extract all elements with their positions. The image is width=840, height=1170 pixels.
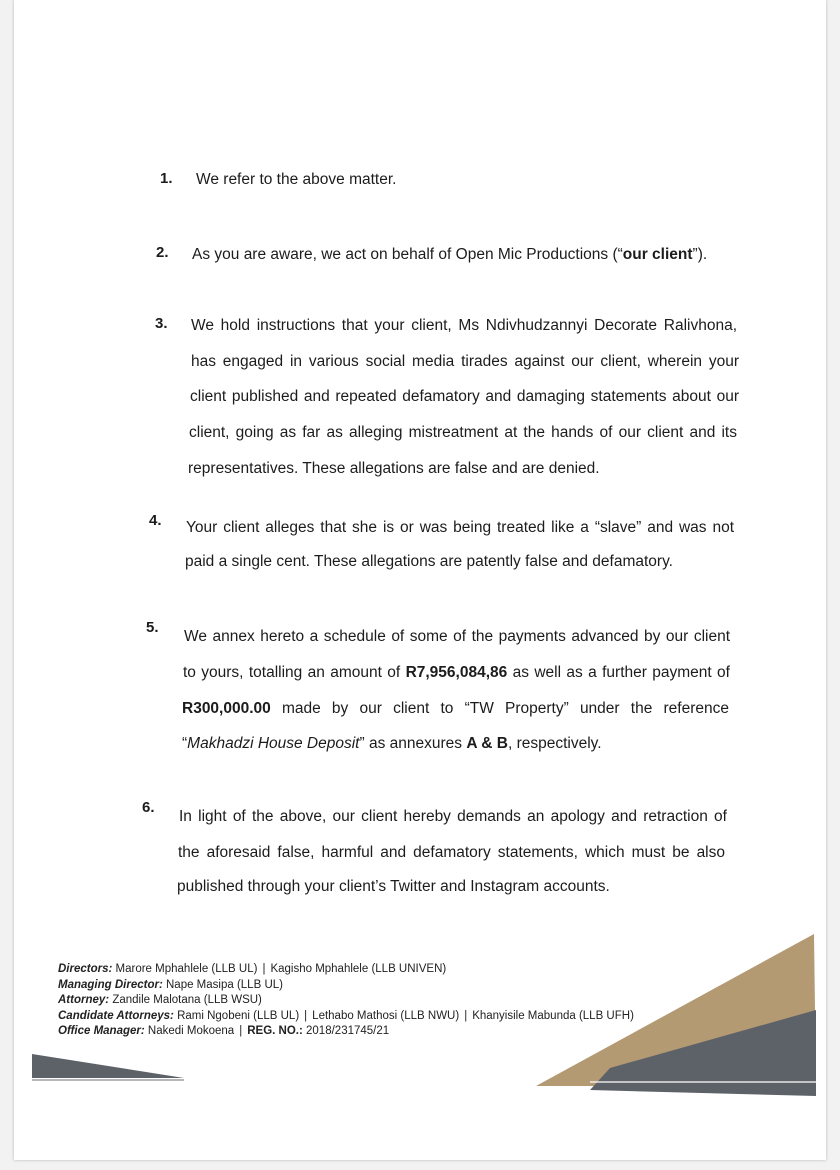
office-manager-row: Office Manager: Nakedi Mokoena | REG. NO.: 2018/231745/21 xyxy=(58,1025,390,1037)
paragraph-line: We hold instructions that your client, Ms Ndivhudzannyi Decorate Ralivhona, xyxy=(191,317,737,334)
paragraph-line: representatives. These allegations are false and are denied. xyxy=(188,460,600,477)
payment-amount: R7,956,084,86 xyxy=(405,664,508,681)
paragraph-line: “Makhadzi House Deposit” as annexures A & B, respectively. xyxy=(182,735,602,752)
paragraph-line: client, going as far as alleging mistreatment at the hands of our client and its xyxy=(189,424,737,441)
paragraph-line: has engaged in various social media tirades against our client, wherein your xyxy=(191,353,739,370)
payment-amount: R300,000.00 xyxy=(182,700,271,717)
candidate-attorneys-row: Candidate Attorneys: Rami Ngobeni (LLB UL) | Lethabo Mathosi (LLB NWU) | Khanyisile Mabunda (LLB UFH) xyxy=(58,1009,634,1022)
paragraph-number: 5. xyxy=(146,619,159,636)
paragraph-line: As you are aware, we act on behalf of Open Mic Productions (“our client”). xyxy=(192,246,708,263)
letter-page xyxy=(14,0,826,1160)
payment-reference: Makhadzi House Deposit xyxy=(187,735,360,752)
paragraph-number: 3. xyxy=(155,315,168,332)
reg-number-label: REG. NO.: xyxy=(247,1025,303,1037)
directors-row: Directors: Marore Mphahlele (LLB UL) | Kagisho Mphahlele (LLB UNIVEN) xyxy=(58,963,447,975)
paragraph-number: 1. xyxy=(160,170,173,187)
paragraph-line: R300,000.00 made by our client to “TW Property” under the reference xyxy=(182,700,729,717)
attorney-row: Attorney: Zandile Malotana (LLB WSU) xyxy=(58,994,262,1006)
paragraph-line: paid a single cent. These allegations are patently false and defamatory. xyxy=(185,553,673,570)
annexure-reference: A & B xyxy=(466,735,508,752)
paragraph-line: the aforesaid false, harmful and defamatory statements, which must be also xyxy=(178,844,725,861)
paragraph-line: Your client alleges that she is or was being treated like a “slave” and was not xyxy=(186,519,734,536)
paragraph-line: In light of the above, our client hereby demands an apology and retraction of xyxy=(179,808,727,825)
defined-term: our client xyxy=(622,246,693,263)
paragraph-number: 6. xyxy=(142,799,155,816)
letterhead-footer xyxy=(58,962,634,1040)
paragraph-line: to yours, totalling an amount of R7,956,084,86 as well as a further payment of xyxy=(183,664,730,681)
paragraph-line: We refer to the above matter. xyxy=(196,171,397,188)
reg-number: 2018/231745/21 xyxy=(306,1025,390,1037)
paragraph-number: 2. xyxy=(156,244,169,261)
paragraph-line: client published and repeated defamatory and damaging statements about our xyxy=(190,388,739,405)
paragraph-line: We annex hereto a schedule of some of the payments advanced by our client xyxy=(184,628,730,645)
paragraph-number: 4. xyxy=(149,512,162,529)
managing-director-row: Managing Director: Nape Masipa (LLB UL) xyxy=(58,978,283,991)
paragraph-line: published through your client’s Twitter and Instagram accounts. xyxy=(177,878,610,895)
